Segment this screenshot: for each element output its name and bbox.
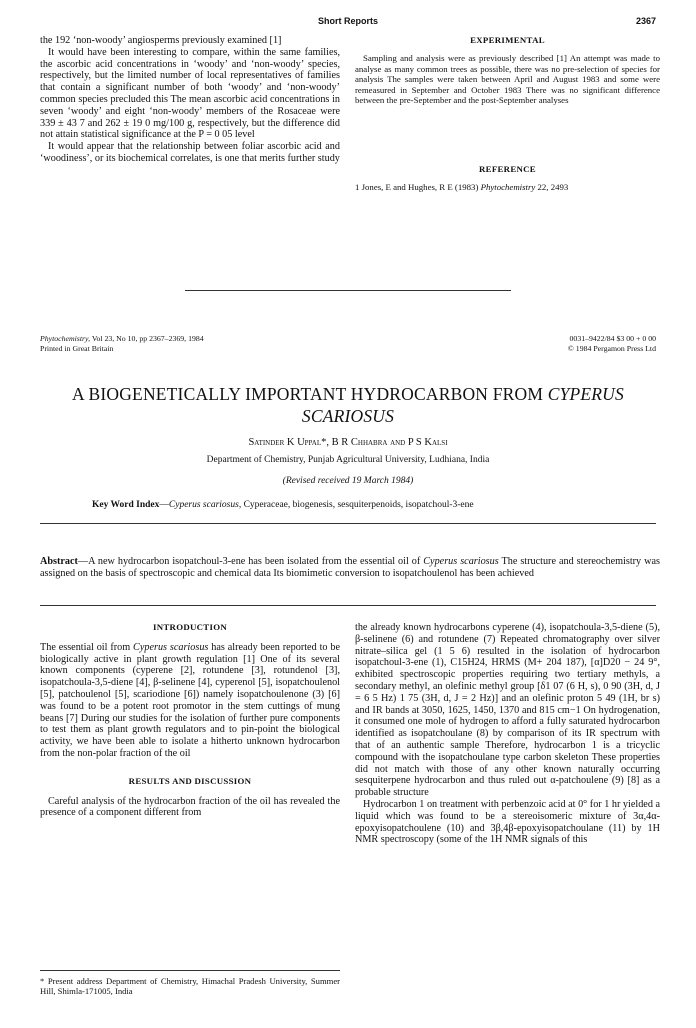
title-line-1: A BIOGENETICALLY IMPORTANT HYDROCARBON FROM — [72, 384, 548, 404]
journal-info-right — [400, 334, 656, 353]
footnote: * Present address Department of Chemistry, Himachal Pradesh University, Summer Hill, Shimla-171005, India — [40, 976, 340, 996]
reference-heading: REFERENCE — [479, 163, 536, 174]
journal-info-left — [40, 334, 340, 353]
keywords-genus: Cyperus scariosus — [168, 500, 239, 510]
printed-in: Printed in Great Britain — [40, 343, 114, 353]
intro-species: Cyperus scariosus — [133, 641, 209, 653]
introduction-heading: INTRODUCTION — [153, 622, 227, 632]
results-continued-paragraph: the already known hydrocarbons cyperene (4), isopatchoula-3,5-diene (5), β-selinene (6) and rotundene (7) Repeated chromatography over silver nitrate–silica gel (1 5 6) resulted in the isolation of hydrocarbon isopatchoul-3-ene (1), C15H24, HRMS (M+ 204 187), [α]D20 − 24 9°, exhibited spectroscopic properties requiring two tertiary methyls, a secondary methyl, an olefinic methyl group [δ1 07 (6 H, s), 0 90 (3H, d, J = 6 5 Hz) 1 75 (3H, d, J = 2 Hz)] and an olefinic proton 5 49 (1H, br s) and IR bands at 3050, 1625, 1450, 1370 and 815 cm−1 On hydrogenation, it consumed one mole of hydrogen to afford a fully saturated hydrocarbon identified as isopatchoulane (8) by comparison of its IR spectrum with that of an authentic sample Therefore, hydrocarbon 1 is a tricyclic compound with the isopatchoulane type carbon skeleton These properties did not match with those of any other known naturally occurring sesquiterpene hydrocarbon and thus ruled out α-patchoulene (9) [8] as a probable structure — [355, 622, 660, 799]
journal-price-code: 0031–9422/84 $3 00 + 0 00 — [569, 334, 656, 343]
article-separator-rule — [185, 290, 511, 291]
abstract-text-1: A new hydrocarbon isopatchoul-3-ene has been isolated from the essential oil of — [88, 556, 424, 567]
experimental-text: Sampling and analysis were as previously described [1] An attempt was made to analyse as many common trees as possible, there was no pre-selection of species for analysis The samples were taken between April and August 1983 and some were remeasured in September and October 1983 There was no significant difference between the pre-September and the post-September analyses — [355, 53, 660, 106]
title-genus: CYPERUS — [547, 384, 624, 404]
reference-authors: 1 Jones, E and Hughes, R E (1983) — [355, 181, 481, 192]
journal-volume-pages: Vol 23, No 10, pp 2367–2369, 1984 — [90, 334, 204, 343]
abstract-text-2: The structure and stereochemistry was assigned on the basis of spectroscopic and chemical data Its biomimetic conversion to isopatchoulenol has been achieved — [40, 556, 660, 579]
prev-paragraph-1: the 192 ‘non-woody’ angiosperms previously examined [1] — [40, 35, 282, 46]
prev-paragraph-2: It would have been interesting to compare, within the same families, the ascorbic acid concentrations in ‘woody’ and ‘non-woody’ species, respectively, but the limited number of local representatives of families that contain a significant number of both ‘woody’ and ‘non-woody’ common species precluded this The mean ascorbic acid concentrations in seven ‘woody’ and eight ‘non-woody’ members of the Rosaceae were 339 ± 43 7 and 262 ± 19 0 mg/100 g, respectively, but the difference did not attain statistical significance at the P = 0 05 level — [40, 46, 340, 141]
keyword-index: Key Word Index—Cyperus scariosus, Cyperaceae, biogenesis, sesquiterpenoids, isopatchoul-3-ene — [92, 500, 474, 510]
revised-date: (Revised received 19 March 1984) — [282, 476, 414, 486]
introduction-paragraph — [40, 642, 340, 760]
footnote-rule — [40, 970, 340, 971]
page-number: 2367 — [635, 16, 656, 26]
running-title: Short Reports — [317, 16, 378, 26]
reference-volume: 22, 2493 — [535, 181, 569, 192]
authors: Satinder K Uppal*, B R Chhabra and P S Kalsi — [248, 437, 448, 448]
results-paragraph: Careful analysis of the hydrocarbon fraction of the oil has revealed the presence of a component different from — [40, 795, 340, 819]
experimental-heading: EXPERIMENTAL — [470, 35, 545, 45]
abstract-rule — [40, 605, 656, 606]
prev-article-right-column — [355, 35, 660, 193]
epoxidation-paragraph: Hydrocarbon 1 on treatment with perbenzoic acid at 0° for 1 hr yielded a liquid which was found to be a stereoisomeric mixture of 3α,4α-epoxyisopatchoulene (10) and 3β,4β-epoxyisopatchoulane (11) by 1H NMR spectroscopy (some of the 1H NMR signals of this — [355, 798, 660, 846]
results-heading: RESULTS AND DISCUSSION — [128, 775, 252, 786]
keywords-label: Key Word Index — [92, 500, 160, 510]
intro-text-2: has already been reported to be biologically active in plant growth regulation [1] One of its several known components (cyperene [2], rotundene [3], rotundenol [3], isopatchoula-3,5-diene [4], β-selinene [4], cyperenol [5], isopatchoulenol [5], patchoulenol [5], scariodione [6]) namely isopatchoulenone (3) [6] was found to be a potent root promotor in the stem cuttings of mung beans [7] During our studies for the isolation of further pure components to test them as plant growth regulators and to pin-point the biological activity, we have been able to isolate a hitherto unknown hydrocarbon from the non-polar fraction of the oil — [40, 641, 340, 759]
reference-entry — [355, 182, 660, 193]
prev-paragraph-3: It would appear that the relationship between foliar ascorbic acid and ‘woodiness’, or its biochemical correlates, is one that merits further study — [40, 141, 340, 164]
journal-citation — [40, 334, 340, 344]
body-right-column — [355, 622, 660, 846]
article-title — [40, 383, 656, 427]
department: Department of Chemistry, Punjab Agricultural University, Ludhiana, India — [206, 455, 490, 465]
abstract-species: Cyperus scariosus — [423, 556, 499, 567]
abstract-label: Abstract — [40, 556, 78, 567]
copyright-line: © 1984 Pergamon Press Ltd — [567, 343, 656, 353]
journal-name: Phytochemistry, — [40, 334, 91, 343]
intro-text-1: The essential oil from — [40, 641, 134, 653]
abstract: Abstract—A new hydrocarbon isopatchoul-3-ene has been isolated from the essential oil of Cyperus scariosus The structure and stereochemistry was assigned on the basis of spectroscopic and chemical data Its biomimetic conversion to isopatchoulenol has been achieved — [40, 556, 660, 579]
keywords-list: , Cyperaceae, biogenesis, sesquiterpenoids, isopatchoul-3-ene — [238, 500, 474, 510]
body-left-column — [40, 622, 340, 819]
reference-journal: Phytochemistry — [480, 181, 536, 192]
title-species: SCARIOSUS — [301, 406, 395, 426]
keywords-rule — [40, 523, 656, 524]
prev-article-left-column — [40, 35, 340, 165]
